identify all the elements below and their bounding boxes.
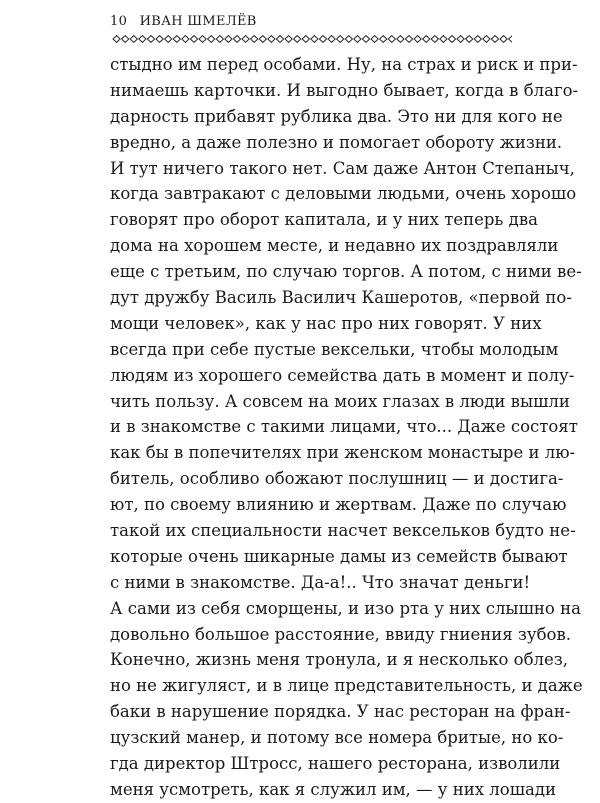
text-line: битель, особливо обожают послушниц — и достига- — [110, 469, 564, 489]
ornament-link — [285, 36, 292, 43]
text-line: дома на хорошем месте, и недавно их поздравляли — [110, 236, 559, 256]
ornament-link — [431, 36, 438, 43]
text-line: А сами из себя сморщены, и изо рта у них слышно на — [110, 598, 581, 618]
text-line: всегда при себе пустые вексельки, чтобы молодым — [110, 339, 559, 359]
ornament-link — [182, 36, 189, 43]
ornament-link — [147, 36, 154, 43]
ornament-link — [130, 36, 137, 43]
text-line: как бы в попечителях при женском монастыре и лю- — [110, 443, 576, 463]
text-line: Конечно, жизнь меня тронула, и я несколько облез, — [110, 650, 569, 670]
ornament-link — [345, 36, 352, 43]
text-line: стыдно им перед особами. Ну, на страх и риск и при- — [110, 55, 578, 74]
ornament-link — [190, 36, 197, 43]
ornament-link — [337, 36, 344, 43]
ornament-link — [268, 36, 275, 43]
text-line: дарность прибавят рублика два. Это ни для кого не — [110, 106, 563, 126]
ornament-link — [457, 36, 464, 43]
text-line: меня усмотреть, как я служил им, — у них лошади — [110, 779, 557, 799]
ornament-link — [380, 36, 387, 43]
ornament-link — [500, 36, 507, 43]
ornament-link — [423, 36, 430, 43]
text-line: нимаешь карточки. И выгодно бывает, когда в благо- — [110, 80, 579, 100]
running-head-author: ИВАН ШМЕЛЁВ — [139, 14, 257, 29]
ornament-link — [225, 36, 232, 43]
ornament-link — [276, 36, 283, 43]
ornament-link — [294, 36, 301, 43]
text-line: ют, по своему влиянию и жертвам. Даже по случаю — [110, 495, 567, 515]
ornament-link — [233, 36, 240, 43]
ornament-link — [509, 36, 512, 43]
ornament-link — [405, 36, 412, 43]
ornament-link — [328, 36, 335, 43]
text-line: довольно большое расстояние, ввиду гниения зубов. — [110, 624, 572, 644]
ornament-link — [440, 36, 447, 43]
text-line: когда завтракают с деловыми людьми, очень хорошо — [110, 184, 577, 204]
text-line: еще с третьим, по случаю торгов. А потом, с ними ве- — [110, 262, 582, 282]
running-header — [110, 14, 257, 29]
ornament-link — [491, 36, 498, 43]
text-line: гда директор Штросс, нашего ресторана, изволили — [110, 754, 561, 774]
ornament-link — [388, 36, 395, 43]
ornament-link — [242, 36, 249, 43]
ornament-link — [216, 36, 223, 43]
ornament-link — [483, 36, 490, 43]
body-text — [110, 52, 583, 803]
text-line: мощи человек», как у нас про них говорят. У них — [110, 313, 542, 333]
ornament-link — [139, 36, 146, 43]
ornament-link — [311, 36, 318, 43]
text-line: И тут ничего такого нет. Сам даже Антон Степаныч, — [110, 158, 575, 178]
ornament-link — [122, 36, 129, 43]
ornament-link — [448, 36, 455, 43]
ornament-link — [173, 36, 180, 43]
text-line: которые очень шикарные дамы из семейств бывают — [110, 546, 568, 566]
ornament-link — [156, 36, 163, 43]
text-line: вредно, а даже полезно и помогает обороту жизни. — [110, 132, 563, 152]
ornament-link — [414, 36, 421, 43]
ornament-link — [302, 36, 309, 43]
ornament-link — [371, 36, 378, 43]
text-line: чить пользу. А совсем на моих глазах в люди вышли — [110, 391, 570, 411]
ornament-link — [251, 36, 258, 43]
ornament-link — [165, 36, 172, 43]
text-line: но не жигуляст, и в лице представительность, и даже — [110, 676, 583, 696]
ornament-link — [113, 36, 120, 43]
text-line: говорят про оборот капитала, и у них теперь два — [110, 210, 538, 230]
text-line: и в знакомстве с такими лицами, что... Даже состоят — [110, 417, 578, 437]
text-line: такой их специальности насчет вексельков будто не- — [110, 521, 576, 541]
decorative-rule — [110, 34, 512, 44]
ornament-link — [259, 36, 266, 43]
text-line: с ними в знакомстве. Да-а!.. Что значат деньги! — [110, 572, 531, 592]
ornament-link — [362, 36, 369, 43]
text-line: цузский манер, и потому все номера бритые, но ко- — [110, 728, 564, 748]
page-number: 10 — [110, 14, 128, 29]
ornament-link — [354, 36, 361, 43]
text-line: баки в нарушение порядка. У нас ресторан на фран- — [110, 702, 571, 722]
ornament-link — [319, 36, 326, 43]
ornament-link — [466, 36, 473, 43]
text-line: дут дружбу Василь Василич Кашеротов, «первой по- — [110, 288, 572, 308]
ornament-link — [397, 36, 404, 43]
text-line: людям из хорошего семейства дать в момент и полу- — [110, 365, 575, 385]
ornament-link — [208, 36, 215, 43]
ornament-link — [474, 36, 481, 43]
ornament-link — [199, 36, 206, 43]
